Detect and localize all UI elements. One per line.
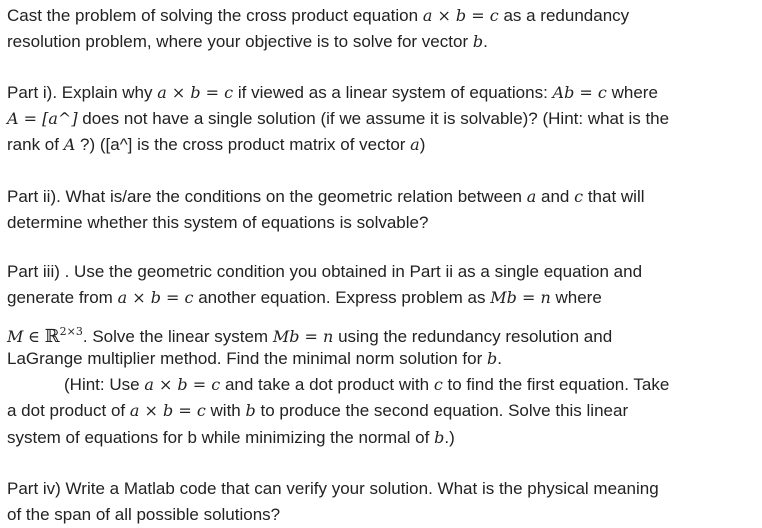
part4-text-2: of the span of all possible solutions? [7,505,281,524]
vector-c: c [433,375,443,394]
part3-text-3: . Solve the linear system [82,327,269,346]
hint-tail: to find the first equation. Take [447,375,670,394]
cross-product-equation: a × b = c [117,288,194,307]
vector-b: b [487,349,498,368]
part3-line-2 [7,288,602,310]
part2-lead: Part ii). What is/are the conditions on the geometric relation between [7,187,522,206]
part2-line-2 [7,213,428,235]
hint-text-3: system of equations for b while minimizing the normal of [7,428,430,447]
dimension-superscript: 2×3 [59,325,83,338]
part3-text-4: LaGrange multiplier method. Find the minimal norm solution for [7,349,483,368]
vector-b: b [245,401,256,420]
linear-system-equation: Ab = c [552,83,607,102]
vector-b: b [472,32,484,51]
hint-lead: (Hint: Use [64,375,140,394]
mb-equation: Mb = n [490,288,551,307]
period: . [483,32,488,51]
part1-line-3 [7,135,425,157]
part2-text-2: determine whether this system of equations is solvable? [7,213,429,232]
part3-lead: generate from [7,288,113,307]
part1-lead: Part i). Explain why [7,83,153,102]
part2-line-1 [7,187,645,209]
part3-line-5 [64,375,669,397]
intro-text: Cast the problem of solving the cross product equation [7,6,419,25]
cross-product-equation: a × b = c [422,6,499,25]
hint-tail-2: to produce the second equation. Solve this linear [260,401,629,420]
vector-a: a [526,187,537,206]
part3-text-1: Part iii) . Use the geometric condition you obtained in Part ii as a single equation and [7,262,643,281]
period: . [497,349,502,368]
vector-a: a [410,135,420,154]
part1-where: where [611,83,658,102]
intro-line-2 [7,32,488,54]
part2-tail: that will [587,187,645,206]
intro-text-tail: as a redundancy [503,6,630,25]
part1-text-3: rank of [7,135,59,154]
vector-c: c [574,187,584,206]
part1-text-2: does not have a single solution (if we assume it is solvable)? (Hint: what is the [82,109,670,128]
part1-text-3b: ?) ([a^] is the cross product matrix of vector [80,135,406,154]
matrix-M: M [7,327,24,346]
part4-line-2 [7,505,280,527]
part3-line-4 [7,349,502,371]
part3-text-2: another equation. Express problem as [198,288,486,307]
hint-text-2: a dot product of [7,401,126,420]
intro-text-2: resolution problem, where your objective is to solve for vector [7,32,469,51]
matrix-A: A [63,135,76,154]
cross-product-equation: a × b = c [144,375,221,394]
part1-text: if viewed as a linear system of equations: [237,83,548,102]
part3-where: where [555,288,602,307]
vector-b: b [434,428,445,447]
part4-text-1: Part iv) Write a Matlab code that can verify your solution. What is the physical meaning [7,479,659,498]
part3-text-3b: using the redundancy resolution and [338,327,613,346]
part1-line-1 [7,83,658,105]
part3-line-3 [7,322,613,347]
intro-line-1 [7,6,629,28]
part3-line-1 [7,262,642,284]
part3-line-7 [7,428,455,450]
part3-line-6 [7,401,628,423]
close-paren: ) [419,135,426,154]
part1-line-2 [7,109,669,131]
cross-product-equation: a × b = c [157,83,234,102]
element-of-symbol: ∈ [28,327,40,346]
real-numbers-symbol: ℝ [44,326,60,347]
hint-with: with [210,401,241,420]
hint-close: .) [444,428,455,447]
hint-text: and take a dot product with [224,375,430,394]
mb-equation: Mb = n [272,327,334,346]
cross-product-equation: a × b = c [129,401,206,420]
conjunction: and [541,187,570,206]
part4-line-1 [7,479,659,501]
matrix-definition: A = [a^] [7,109,78,128]
